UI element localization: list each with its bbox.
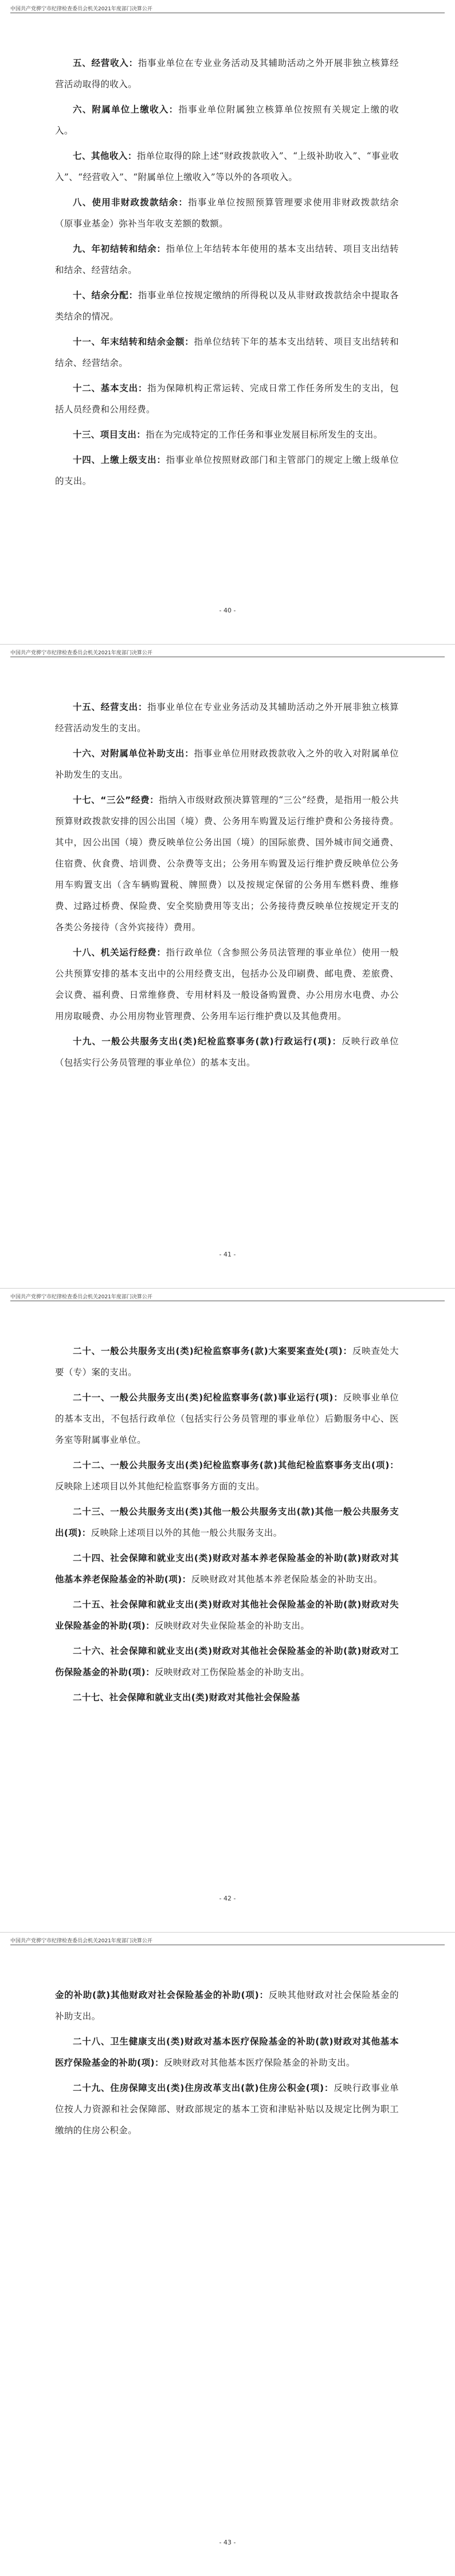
term-description: 反映财政对其他基本医疗保险基金的补助支出。 xyxy=(163,2058,355,2068)
term-label: 七、其他收入： xyxy=(73,151,137,161)
definition-paragraph xyxy=(55,790,399,938)
term-description: 指单位结转下年的基本支出结转、项目支出结转和结余、经营结余。 xyxy=(55,337,399,368)
page-number: - 41 - xyxy=(219,1251,236,1258)
term-label: 八、使用非财政拨款结余： xyxy=(73,197,189,208)
term-label: 十二、基本支出： xyxy=(73,383,148,393)
definition-paragraph xyxy=(55,192,399,235)
term-label: 二十一、一般公共服务支出(类)纪检监察事务(款)事业运行(项)： xyxy=(73,1392,343,1403)
page xyxy=(0,644,455,1288)
term-description: 指纳入市级财政预决算管理的“三公”经费，是指用一般公共预算财政拨款安排的因公出国（境）费、公务用车购置及运行维护费和公务接待费。其中，因公出国（境）费反映单位公务出国（境）的国际旅费、国外城市间交通费、住宿费、伙食费、培训费、公杂费等支出；公务用车购置及运行维护费反映单位公务用车购置支出（含车辆购置税、牌照费）以及按规定保留的公务用车燃料费、维修费、过路过桥费、保险费、安全奖励费用等支出；公务接待费反映单位按规定开支的各类公务接待（含外宾接待）费用。 xyxy=(55,795,399,932)
term-description: 指为保障机构正常运转、完成日常工作任务所发生的支出，包括人员经费和公用经费。 xyxy=(55,383,399,415)
page-divider xyxy=(0,1288,455,1289)
running-header: 中国共产党骅宁市纪律检查委员会机关2021年度部门决算公开 xyxy=(10,650,152,656)
term-description: 指事业单位按规定缴纳的所得税以及从非财政拨款结余中提取各类结余的情况。 xyxy=(55,290,399,322)
page xyxy=(0,0,455,644)
term-description: 反映其他财政对社会保险基金的补助支出。 xyxy=(55,1990,399,2021)
definition-paragraph xyxy=(55,378,399,420)
term-label: 六、附属单位上缴收入： xyxy=(73,104,179,115)
definition-paragraph xyxy=(55,99,399,142)
page xyxy=(0,1932,455,2576)
term-label: 二十、一般公共服务支出(类)纪检监察事务(款)大案要案查处(项)： xyxy=(73,1346,352,1356)
definition-paragraph xyxy=(55,1594,399,1637)
term-description: 反映除上述项目以外其他纪检监察事务方面的支出。 xyxy=(55,1481,265,1492)
definition-paragraph xyxy=(55,450,399,492)
term-description: 反映查处大要（专）案的支出。 xyxy=(55,1346,399,1377)
term-description: 指事业单位按照预算管理要求使用非财政拨款结余（原事业基金）弥补当年收支差额的数额。 xyxy=(55,197,399,229)
definition-paragraph xyxy=(55,2078,399,2141)
term-label: 二十四、社会保障和就业支出(类)财政对基本养老保险基金的补助(款)财政对其他基本养老保险基金的补助(项)： xyxy=(55,1553,399,1584)
term-description: 反映财政对失业保险基金的补助支出。 xyxy=(154,1621,310,1631)
term-label: 五、经营收入： xyxy=(73,58,138,68)
definition-paragraph xyxy=(55,239,399,281)
definition-paragraph xyxy=(55,1387,399,1451)
term-label: 十四、上缴上级支出： xyxy=(73,455,166,465)
term-label: 二十九、住房保障支出(类)住房改革支出(款)住房公积金(项)： xyxy=(73,2083,334,2093)
definition-paragraph xyxy=(55,1501,399,1544)
term-label: 十、结余分配： xyxy=(73,290,138,300)
term-label: 九、年初结转和结余： xyxy=(73,244,166,254)
page-number: - 42 - xyxy=(219,1895,236,1902)
page xyxy=(0,1288,455,1932)
page-divider xyxy=(0,644,455,645)
term-description: 反映行政事业单位按人力资源和社会保障部、财政部规定的基本工资和津贴补贴以及规定比例为职工缴纳的住房公积金。 xyxy=(55,2083,399,2136)
definition-paragraph xyxy=(55,1455,399,1497)
running-header: 中国共产党骅宁市纪律检查委员会机关2021年度部门决算公开 xyxy=(10,6,152,12)
definition-paragraph xyxy=(55,1548,399,1590)
term-description: 反映行政单位（包括实行公务员管理的事业单位）的基本支出。 xyxy=(55,1036,399,1068)
term-description: 指事业单位用财政拨款收入之外的收入对附属单位补助发生的支出。 xyxy=(55,748,399,780)
page-content xyxy=(55,1341,399,1712)
definition-paragraph xyxy=(55,424,399,446)
term-label: 二十八、卫生健康支出(类)财政对基本医疗保险基金的补助(款)财政对其他基本医疗保险基金的补助(项)： xyxy=(55,2036,399,2068)
definition-paragraph xyxy=(55,697,399,739)
term-label: 金的补助(款)其他财政对社会保险基金的补助(项)： xyxy=(55,1990,269,2000)
term-description: 反映财政对其他基本养老保险基金的补助支出。 xyxy=(191,1574,383,1584)
page-content xyxy=(55,1985,399,2145)
definition-paragraph xyxy=(55,2031,399,2074)
term-description: 指事业单位按照财政部门和主管部门的规定上缴上级单位的支出。 xyxy=(55,455,399,486)
term-label: 二十六、社会保障和就业支出(类)财政对其他社会保险基金的补助(款)财政对工伤保险基金的补助(项)： xyxy=(55,1646,399,1677)
page-number: - 43 - xyxy=(219,2539,236,2546)
term-label: 二十二、一般公共服务支出(类)纪检监察事务(款)其他纪检监察事务支出(项)： xyxy=(73,1460,399,1470)
term-label: 十七、“三公”经费： xyxy=(73,795,159,805)
running-header: 中国共产党骅宁市纪律检查委员会机关2021年度部门决算公开 xyxy=(10,1294,152,1300)
term-description: 反映除上述项目以外的其他一般公共服务支出。 xyxy=(91,1528,283,1538)
term-description: 反映财政对工伤保险基金的补助支出。 xyxy=(154,1667,310,1677)
running-header: 中国共产党骅宁市纪律检查委员会机关2021年度部门决算公开 xyxy=(10,1938,152,1944)
term-description: 反映事业单位的基本支出，不包括行政单位（包括实行公务员管理的事业单位）后勤服务中心、医务室等附属事业单位。 xyxy=(55,1392,399,1445)
term-label: 十三、项目支出： xyxy=(73,430,146,440)
definition-paragraph xyxy=(55,743,399,786)
page-number: - 40 - xyxy=(219,607,236,614)
term-description: 指单位上年结转本年使用的基本支出结转、项目支出结转和结余、经营结余。 xyxy=(55,244,399,275)
term-label: 十五、经营支出： xyxy=(73,702,148,712)
page-content xyxy=(55,53,399,496)
term-label: 十六、对附属单位补助支出： xyxy=(73,748,194,759)
term-description: 指行政单位（含参照公务员法管理的事业单位）使用一般公共预算安排的基本支出中的公用经费支出，包括办公及印刷费、邮电费、差旅费、会议费、福利费、日常维修费、专用材料及一般设备购置费、办公用房水电费、办公用房取暖费、办公用房物业管理费、公务用车运行维护费以及其他费用。 xyxy=(55,947,399,1021)
definition-paragraph xyxy=(55,942,399,1027)
term-description: 指事业单位附属独立核算单位按照有关规定上缴的收入。 xyxy=(55,104,399,136)
term-label: 十九、一般公共服务支出(类)纪检监察事务(款)行政运行(项)： xyxy=(73,1036,342,1047)
term-description: 指事业单位在专业业务活动及其辅助活动之外开展非独立核算经营活动发生的支出。 xyxy=(55,702,399,733)
term-label: 二十三、一般公共服务支出(类)其他一般公共服务支出(款)其他一般公共服务支出(项)： xyxy=(55,1506,399,1538)
page-divider xyxy=(0,1932,455,1933)
definition-paragraph xyxy=(55,1641,399,1683)
term-description: 指事业单位在专业业务活动及其辅助活动之外开展非独立核算经营活动取得的收入。 xyxy=(55,58,399,89)
term-label: 二十七、社会保障和就业支出(类)财政对其他社会保险基 xyxy=(73,1692,300,1703)
definition-paragraph xyxy=(55,1341,399,1383)
term-label: 二十五、社会保障和就业支出(类)财政对其他社会保险基金的补助(款)财政对失业保险基金的补助(项)： xyxy=(55,1599,399,1631)
page-content xyxy=(55,697,399,1078)
term-label: 十八、机关运行经费： xyxy=(73,947,166,958)
definition-paragraph xyxy=(55,331,399,374)
term-description: 指单位取得的除上述“财政拨款收入”、“上级补助收入”、“事业收入”、“经营收入”、“附属单位上缴收入”等以外的各项收入。 xyxy=(55,151,399,182)
definition-paragraph xyxy=(55,146,399,188)
definition-paragraph xyxy=(55,1031,399,1074)
definition-paragraph xyxy=(55,1985,399,2027)
definition-paragraph xyxy=(55,1687,399,1708)
term-description: 指在为完成特定的工作任务和事业发展目标所发生的支出。 xyxy=(146,430,383,440)
definition-paragraph xyxy=(55,285,399,327)
term-label: 十一、年末结转和结余金额： xyxy=(73,337,194,347)
definition-paragraph xyxy=(55,53,399,95)
